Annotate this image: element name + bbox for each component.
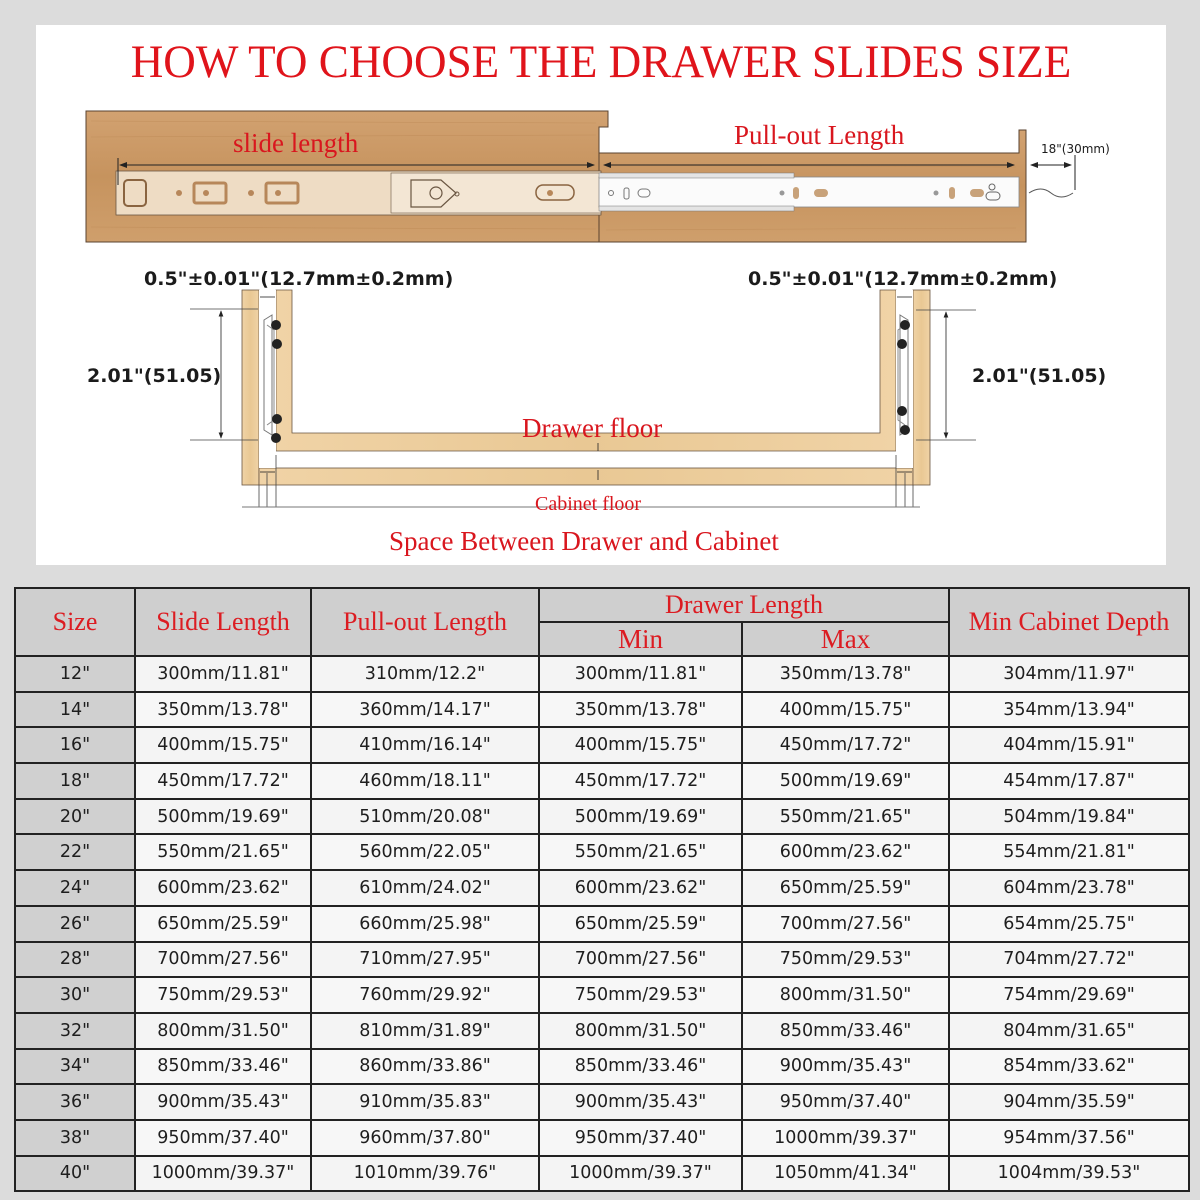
table-row bbox=[15, 763, 1189, 799]
cell-drawer-max: 350mm/13.78" bbox=[742, 656, 949, 692]
cell-min-cabinet-depth: 604mm/23.78" bbox=[949, 870, 1189, 906]
cell-slide-length: 450mm/17.72" bbox=[135, 763, 311, 799]
cell-min-cabinet-depth: 854mm/33.62" bbox=[949, 1049, 1189, 1085]
cell-slide-length: 550mm/21.65" bbox=[135, 834, 311, 870]
cell-size: 34" bbox=[15, 1049, 135, 1085]
cell-size: 38" bbox=[15, 1120, 135, 1156]
cell-size: 16" bbox=[15, 727, 135, 763]
side-gap-left-label: 0.5"±0.01"(12.7mm±0.2mm) bbox=[144, 268, 454, 290]
cell-drawer-min: 650mm/25.59" bbox=[539, 906, 742, 942]
table-row bbox=[15, 834, 1189, 870]
header-drawer-length: Drawer Length bbox=[539, 588, 949, 622]
cell-slide-length: 950mm/37.40" bbox=[135, 1120, 311, 1156]
table-row bbox=[15, 977, 1189, 1013]
table-row bbox=[15, 1084, 1189, 1120]
cell-pullout-length: 810mm/31.89" bbox=[311, 1013, 539, 1049]
cell-slide-length: 850mm/33.46" bbox=[135, 1049, 311, 1085]
table-body bbox=[15, 656, 1189, 1191]
slide-height-left-label: 2.01"(51.05) bbox=[87, 365, 222, 387]
cell-drawer-min: 350mm/13.78" bbox=[539, 692, 742, 728]
cell-drawer-max: 850mm/33.46" bbox=[742, 1013, 949, 1049]
drawer-slide-diagram bbox=[36, 25, 1166, 565]
cell-pullout-length: 410mm/16.14" bbox=[311, 727, 539, 763]
cell-drawer-max: 950mm/37.40" bbox=[742, 1084, 949, 1120]
header-drawer-max: Max bbox=[742, 622, 949, 656]
cell-pullout-length: 460mm/18.11" bbox=[311, 763, 539, 799]
cell-size: 36" bbox=[15, 1084, 135, 1120]
cell-min-cabinet-depth: 654mm/25.75" bbox=[949, 906, 1189, 942]
space-caption: Space Between Drawer and Cabinet bbox=[389, 526, 779, 556]
header-slide-length: Slide Length bbox=[135, 588, 311, 656]
cell-pullout-length: 560mm/22.05" bbox=[311, 834, 539, 870]
table-row bbox=[15, 906, 1189, 942]
cell-slide-length: 350mm/13.78" bbox=[135, 692, 311, 728]
cell-slide-length: 800mm/31.50" bbox=[135, 1013, 311, 1049]
cell-drawer-min: 950mm/37.40" bbox=[539, 1120, 742, 1156]
cell-size: 14" bbox=[15, 692, 135, 728]
cell-drawer-max: 400mm/15.75" bbox=[742, 692, 949, 728]
cell-slide-length: 300mm/11.81" bbox=[135, 656, 311, 692]
side-gap-right-label: 0.5"±0.01"(12.7mm±0.2mm) bbox=[748, 268, 1058, 290]
cell-size: 40" bbox=[15, 1156, 135, 1192]
cell-slide-length: 1000mm/39.37" bbox=[135, 1156, 311, 1192]
drawer-floor-label: Drawer floor bbox=[522, 413, 663, 443]
cell-min-cabinet-depth: 804mm/31.65" bbox=[949, 1013, 1189, 1049]
cell-size: 20" bbox=[15, 799, 135, 835]
cross-section-view bbox=[190, 290, 976, 507]
table-row bbox=[15, 656, 1189, 692]
table-row bbox=[15, 799, 1189, 835]
size-table-container bbox=[14, 587, 1188, 1192]
cell-drawer-min: 400mm/15.75" bbox=[539, 727, 742, 763]
cell-min-cabinet-depth: 404mm/15.91" bbox=[949, 727, 1189, 763]
cell-drawer-max: 600mm/23.62" bbox=[742, 834, 949, 870]
cell-drawer-min: 450mm/17.72" bbox=[539, 763, 742, 799]
cell-drawer-min: 300mm/11.81" bbox=[539, 656, 742, 692]
cell-drawer-min: 900mm/35.43" bbox=[539, 1084, 742, 1120]
cell-drawer-max: 750mm/29.53" bbox=[742, 942, 949, 978]
cell-drawer-min: 600mm/23.62" bbox=[539, 870, 742, 906]
cell-drawer-min: 750mm/29.53" bbox=[539, 977, 742, 1013]
cell-min-cabinet-depth: 1004mm/39.53" bbox=[949, 1156, 1189, 1192]
cell-pullout-length: 960mm/37.80" bbox=[311, 1120, 539, 1156]
cell-size: 30" bbox=[15, 977, 135, 1013]
cell-min-cabinet-depth: 954mm/37.56" bbox=[949, 1120, 1189, 1156]
cell-slide-length: 750mm/29.53" bbox=[135, 977, 311, 1013]
cell-drawer-max: 1050mm/41.34" bbox=[742, 1156, 949, 1192]
cell-pullout-length: 910mm/35.83" bbox=[311, 1084, 539, 1120]
cell-drawer-min: 850mm/33.46" bbox=[539, 1049, 742, 1085]
cell-min-cabinet-depth: 454mm/17.87" bbox=[949, 763, 1189, 799]
cell-pullout-length: 510mm/20.08" bbox=[311, 799, 539, 835]
table-row bbox=[15, 1013, 1189, 1049]
cell-slide-length: 400mm/15.75" bbox=[135, 727, 311, 763]
cell-size: 22" bbox=[15, 834, 135, 870]
diagram-panel bbox=[36, 25, 1166, 565]
cell-min-cabinet-depth: 304mm/11.97" bbox=[949, 656, 1189, 692]
cell-drawer-min: 1000mm/39.37" bbox=[539, 1156, 742, 1192]
cell-size: 18" bbox=[15, 763, 135, 799]
table-row bbox=[15, 727, 1189, 763]
cell-slide-length: 650mm/25.59" bbox=[135, 906, 311, 942]
cell-min-cabinet-depth: 504mm/19.84" bbox=[949, 799, 1189, 835]
cell-slide-length: 600mm/23.62" bbox=[135, 870, 311, 906]
cell-size: 32" bbox=[15, 1013, 135, 1049]
cell-slide-length: 500mm/19.69" bbox=[135, 799, 311, 835]
cell-drawer-max: 650mm/25.59" bbox=[742, 870, 949, 906]
cell-min-cabinet-depth: 554mm/21.81" bbox=[949, 834, 1189, 870]
header-drawer-min: Min bbox=[539, 622, 742, 656]
cell-drawer-min: 550mm/21.65" bbox=[539, 834, 742, 870]
table-row bbox=[15, 942, 1189, 978]
table-row bbox=[15, 870, 1189, 906]
cell-drawer-min: 800mm/31.50" bbox=[539, 1013, 742, 1049]
cabinet-floor-label: Cabinet floor bbox=[535, 493, 642, 515]
page-title: HOW TO CHOOSE THE DRAWER SLIDES SIZE bbox=[130, 36, 1072, 88]
cell-drawer-max: 900mm/35.43" bbox=[742, 1049, 949, 1085]
cell-pullout-length: 360mm/14.17" bbox=[311, 692, 539, 728]
cell-drawer-max: 450mm/17.72" bbox=[742, 727, 949, 763]
cell-size: 12" bbox=[15, 656, 135, 692]
cell-min-cabinet-depth: 354mm/13.94" bbox=[949, 692, 1189, 728]
cell-min-cabinet-depth: 754mm/29.69" bbox=[949, 977, 1189, 1013]
slide-length-label: slide length bbox=[233, 128, 359, 158]
cell-pullout-length: 310mm/12.2" bbox=[311, 656, 539, 692]
cell-drawer-max: 1000mm/39.37" bbox=[742, 1120, 949, 1156]
cell-pullout-length: 610mm/24.02" bbox=[311, 870, 539, 906]
cell-pullout-length: 860mm/33.86" bbox=[311, 1049, 539, 1085]
handle-clearance-label: 18"(30mm) bbox=[1041, 142, 1110, 156]
header-size: Size bbox=[15, 588, 135, 656]
cell-min-cabinet-depth: 704mm/27.72" bbox=[949, 942, 1189, 978]
cell-drawer-min: 700mm/27.56" bbox=[539, 942, 742, 978]
table-row bbox=[15, 1120, 1189, 1156]
cell-slide-length: 700mm/27.56" bbox=[135, 942, 311, 978]
table-row bbox=[15, 1049, 1189, 1085]
cell-min-cabinet-depth: 904mm/35.59" bbox=[949, 1084, 1189, 1120]
cell-size: 26" bbox=[15, 906, 135, 942]
cell-drawer-max: 800mm/31.50" bbox=[742, 977, 949, 1013]
cell-drawer-min: 500mm/19.69" bbox=[539, 799, 742, 835]
cell-pullout-length: 710mm/27.95" bbox=[311, 942, 539, 978]
table-row bbox=[15, 692, 1189, 728]
cell-pullout-length: 760mm/29.92" bbox=[311, 977, 539, 1013]
cell-pullout-length: 660mm/25.98" bbox=[311, 906, 539, 942]
pullout-length-label: Pull-out Length bbox=[734, 120, 905, 150]
cell-size: 24" bbox=[15, 870, 135, 906]
cell-drawer-max: 550mm/21.65" bbox=[742, 799, 949, 835]
cell-drawer-max: 500mm/19.69" bbox=[742, 763, 949, 799]
drawer-slide-size-table bbox=[14, 587, 1190, 1192]
header-min-cabinet-depth: Min Cabinet Depth bbox=[949, 588, 1189, 656]
header-pullout-length: Pull-out Length bbox=[311, 588, 539, 656]
table-row bbox=[15, 1156, 1189, 1192]
cell-drawer-max: 700mm/27.56" bbox=[742, 906, 949, 942]
cell-slide-length: 900mm/35.43" bbox=[135, 1084, 311, 1120]
cell-size: 28" bbox=[15, 942, 135, 978]
slide-height-right-label: 2.01"(51.05) bbox=[972, 365, 1107, 387]
cell-pullout-length: 1010mm/39.76" bbox=[311, 1156, 539, 1192]
